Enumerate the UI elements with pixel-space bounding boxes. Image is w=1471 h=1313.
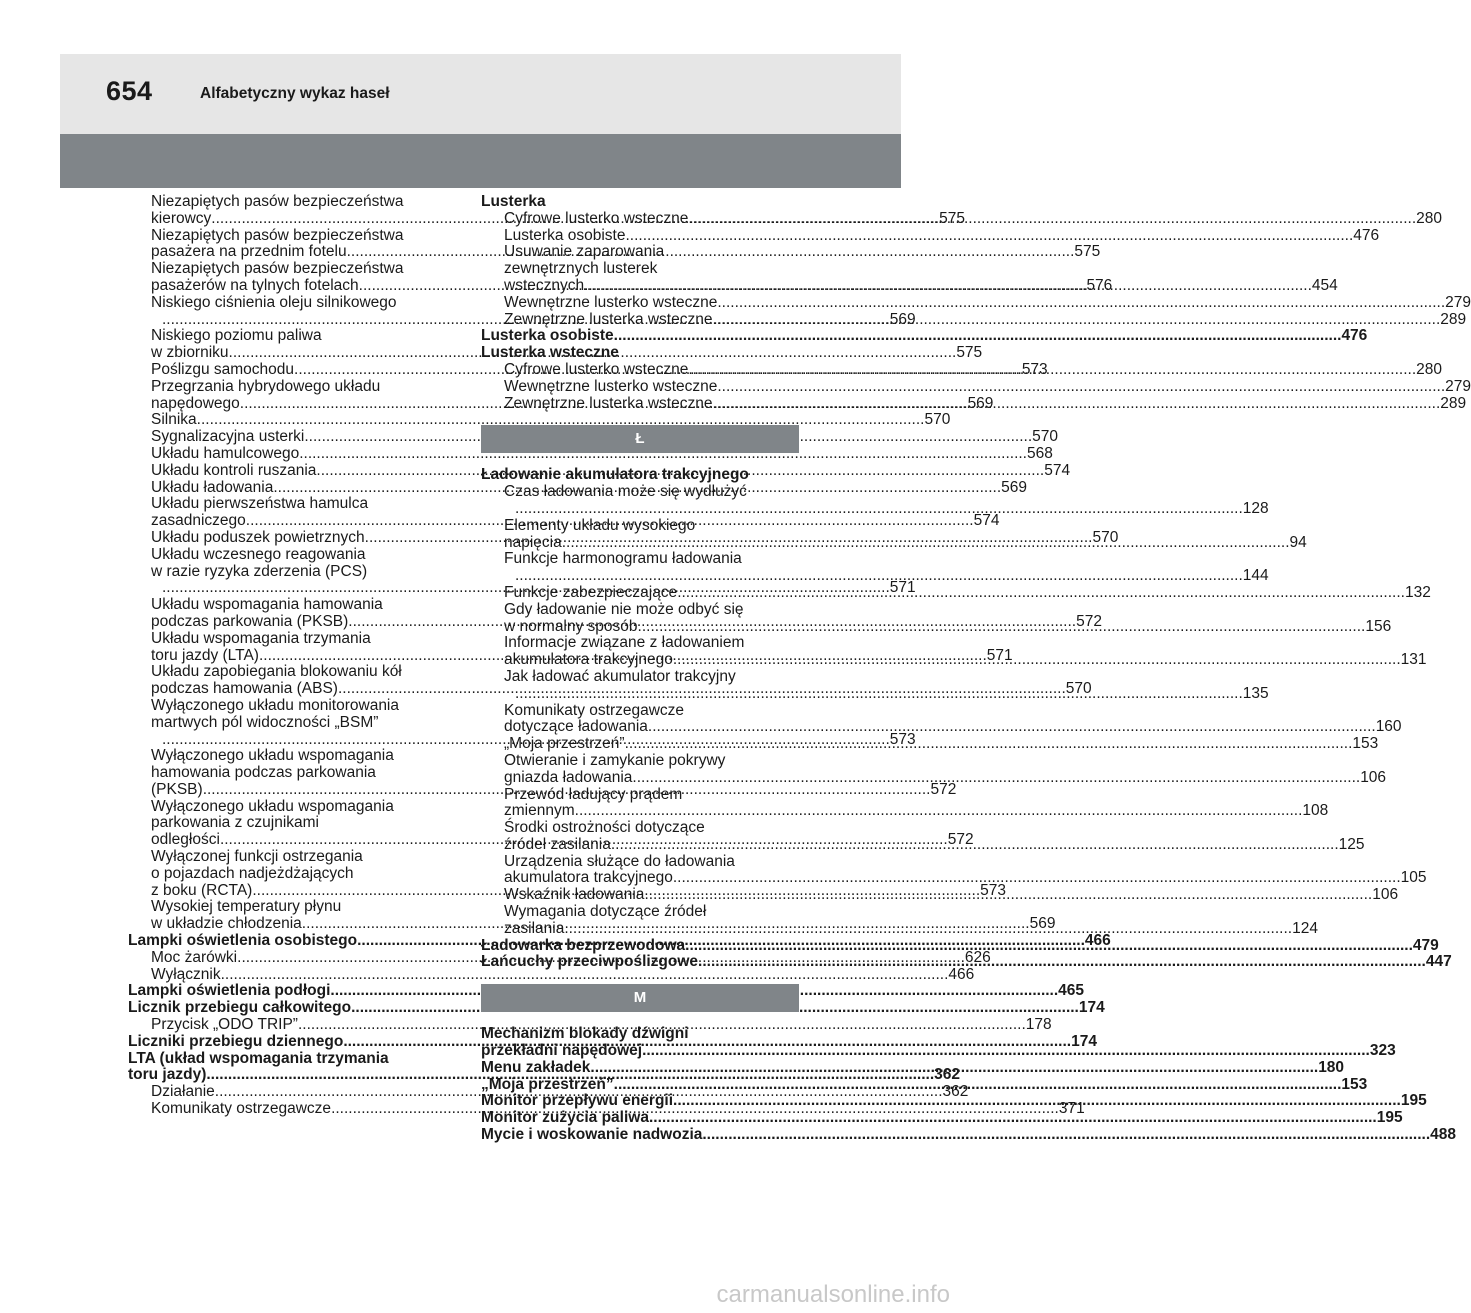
dot-leader	[642, 1043, 1370, 1060]
index-entry	[481, 718, 1402, 736]
entry-text: zmiennym	[504, 802, 575, 820]
index-entry	[481, 1042, 1396, 1060]
index-entry-line: Urządzenia służące do ładowania	[504, 852, 735, 870]
index-entry-line: Wymagania dotyczące źródeł	[504, 903, 707, 921]
entry-text: Lusterka osobiste	[504, 226, 626, 244]
dot-leader	[632, 770, 1360, 787]
page-ref: 488	[1430, 1126, 1457, 1144]
page-ref: 289	[1440, 310, 1467, 328]
page-ref: 575	[956, 344, 983, 362]
dot-leader	[575, 803, 1303, 820]
page-ref: 476	[1353, 226, 1380, 244]
dot-leader	[717, 379, 1445, 396]
header-bar	[60, 54, 901, 134]
entry-text: Wewnętrzne lusterko wsteczne	[504, 377, 718, 395]
index-entry	[128, 428, 1059, 446]
page-ref: 289	[1440, 394, 1467, 412]
page-ref: 156	[1365, 617, 1392, 635]
index-entry-line: Wyłączonego układu monitorowania	[151, 696, 399, 714]
entry-text: w normalny sposób	[504, 617, 638, 635]
dot-leader	[677, 585, 1405, 602]
page-ref: 124	[1292, 919, 1318, 937]
entry-text: Łańcuchy przeciwpoślizgowe	[481, 953, 699, 971]
page-ref: 132	[1404, 583, 1431, 601]
dot-leader	[614, 1077, 1342, 1094]
page-ref: 572	[1076, 612, 1102, 630]
dot-leader	[702, 1127, 1430, 1144]
page-ref: 574	[973, 512, 1000, 530]
entry-text: Przycisk „ODO TRIP”	[151, 1016, 298, 1034]
page-ref: 135	[1242, 684, 1269, 702]
entry-text: toru jazdy)	[128, 1066, 207, 1084]
entry-text: zasilania	[504, 919, 565, 937]
page-ref: 279	[1445, 293, 1471, 311]
entry-text: Lusterka osobiste	[481, 327, 614, 345]
header-band	[60, 134, 901, 188]
index-entry	[481, 499, 1269, 518]
dot-leader	[590, 1060, 1318, 1077]
index-entry-line: Układu wczesnego reagowania	[151, 545, 366, 563]
entry-text: Liczniki przebiegu dziennego	[128, 1032, 344, 1050]
page-ref: 128	[1242, 499, 1269, 517]
page-ref: 466	[1084, 932, 1111, 950]
index-entry-line: Układu wspomagania hamowania	[151, 596, 383, 614]
entry-text: Układu ładowania	[151, 478, 274, 496]
index-entry-line: Wyłączonego układu wspomagania	[151, 747, 394, 765]
page-ref: 570	[924, 411, 951, 429]
entry-text: z boku (RCTA)	[151, 881, 253, 899]
index-entry-line: Przegrzania hybrydowego układu	[151, 377, 381, 395]
entry-text: napędowego	[151, 394, 240, 412]
dot-leader	[638, 619, 1366, 636]
entry-text: wstecznych	[504, 276, 585, 294]
index-entry-line: Komunikaty ostrzegawcze	[504, 701, 685, 719]
index-entry-line: w razie ryzyka zderzenia (PCS)	[151, 562, 368, 580]
index-entry-line: Usuwanie zaparowania	[504, 243, 665, 261]
page-ref: 280	[1416, 209, 1442, 227]
index-entry-line: Niskiego ciśnienia oleju silnikowego	[151, 293, 397, 311]
entry-text: Wyłącznik	[151, 965, 221, 983]
dot-leader	[698, 954, 1426, 971]
index-entry	[481, 226, 1380, 245]
index-entry	[481, 802, 1329, 820]
page-ref: 572	[930, 780, 957, 798]
entry-text: Monitor przepływu energii	[481, 1092, 674, 1110]
index-entry-line: Wyłączonego układu wspomagania	[151, 797, 394, 815]
page-ref: 195	[1400, 1092, 1427, 1110]
entry-text: Cyfrowe lusterko wsteczne	[504, 209, 689, 227]
dot-leader	[515, 501, 1243, 518]
index-entry	[481, 567, 1269, 585]
entry-text: Lampki oświetlenia osobistego	[128, 932, 358, 950]
page-ref: 106	[1360, 768, 1387, 786]
dot-leader	[644, 887, 1372, 904]
dot-leader	[648, 719, 1376, 736]
index-entry	[481, 1126, 1457, 1144]
dot-leader	[584, 278, 1312, 295]
dot-leader	[688, 211, 1416, 228]
entry-text: źródeł zasilania	[504, 835, 611, 853]
entry-text: Układu kontroli ruszania	[151, 461, 317, 479]
page-ref: 160	[1375, 718, 1402, 736]
dot-leader	[712, 312, 1440, 329]
entry-text: Układu hamulcowego	[151, 444, 300, 462]
dot-leader	[673, 1093, 1401, 1110]
index-entry	[128, 444, 1053, 463]
entry-text: w układzie chłodzenia	[151, 915, 302, 933]
index-entry	[128, 411, 951, 429]
index-entry-line: Ładowanie akumulatora trakcyjnego	[481, 466, 749, 484]
page-title: Alfabetyczny wykaz haseł	[200, 85, 390, 102]
index-entry-line: Lusterka	[481, 193, 546, 210]
entry-text: w zbiorniku	[151, 344, 229, 362]
page-ref: 94	[1289, 533, 1307, 551]
entry-text: gniazda ładowania	[504, 768, 633, 786]
page-ref: 195	[1376, 1109, 1403, 1127]
page-ref: 125	[1338, 835, 1365, 853]
entry-text: Wskaźnik ładowania	[504, 886, 645, 904]
page-ref: 576	[1086, 276, 1113, 294]
page-ref: 174	[1078, 999, 1105, 1017]
index-entry-line: Jak ładować akumulator trakcyjny	[504, 667, 736, 685]
entry-text: Menu zakładek	[481, 1058, 591, 1076]
entry-text: Układu poduszek powietrznych	[151, 528, 365, 546]
entry-text: Komunikaty ostrzegawcze	[151, 1100, 332, 1118]
page-ref: 575	[1074, 243, 1101, 261]
dot-leader	[685, 938, 1413, 955]
index-entry	[481, 327, 1368, 345]
page-ref: 575	[939, 209, 965, 227]
index-entry	[481, 293, 1471, 312]
index-entry	[128, 982, 1085, 1000]
entry-text: napięcia	[504, 533, 562, 551]
entry-text: Poślizgu samochodu	[151, 360, 295, 378]
page-ref: 323	[1369, 1042, 1396, 1060]
page-ref: 574	[1044, 461, 1071, 479]
entry-text: Lampki oświetlenia podłogi	[128, 982, 331, 1000]
page-ref: 105	[1400, 869, 1427, 887]
entry-text: Licznik przebiegu całkowitego	[128, 999, 352, 1017]
index-entry-line: Elementy układu wysokiego	[504, 516, 696, 534]
index-entry	[481, 377, 1471, 396]
index-entry	[128, 999, 1105, 1017]
page-ref: 178	[1025, 1016, 1052, 1034]
index-entry-line: LTA (układ wspomagania trzymania	[128, 1049, 389, 1067]
index-entry-line: Wyłączonej funkcji ostrzegania	[151, 848, 363, 866]
entry-text: podczas hamowania (ABS)	[151, 680, 338, 698]
entry-text: „Moja przestrzeń”	[504, 735, 625, 753]
page-ref: 371	[1058, 1100, 1085, 1118]
index-entry-line: Niezapiętych pasów bezpieczeństwa	[151, 193, 404, 210]
entry-text: Cyfrowe lusterko wsteczne	[504, 360, 689, 378]
page-ref: 153	[1341, 1075, 1368, 1093]
entry-text: Sygnalizacyjna usterki	[151, 428, 305, 446]
index-entry-line: parkowania z czujnikami	[151, 814, 319, 832]
index-entry-line: Lusterka wsteczne	[481, 344, 619, 362]
page-ref: 571	[889, 579, 916, 597]
page-ref: 572	[947, 831, 974, 849]
entry-text: pasażerów na tylnych fotelach	[151, 276, 359, 294]
dot-leader	[562, 535, 1290, 552]
page-ref: 573	[889, 730, 916, 748]
page-ref: 569	[967, 394, 994, 412]
page-ref: 279	[1445, 377, 1471, 395]
section-header	[481, 412, 799, 467]
index-entry-line: zewnętrznych lusterek	[504, 260, 658, 278]
entry-text: akumulatora trakcyjnego	[504, 869, 673, 887]
entry-text: kierowcy	[151, 209, 212, 227]
page-ref: 465	[1058, 982, 1085, 1000]
index-entry-line: Mechanizm blokady dźwigni	[481, 1025, 689, 1043]
page-ref: 362	[934, 1066, 961, 1084]
index-entry-line: Niskiego poziomu paliwa	[151, 327, 322, 345]
page-ref: 570	[1092, 528, 1119, 546]
entry-text: Ładowarka bezprzewodowa	[481, 936, 686, 954]
dot-leader	[673, 652, 1401, 669]
watermark: carmanualsonline.info	[716, 1281, 950, 1308]
dot-leader	[564, 921, 1292, 938]
dot-leader	[515, 568, 1243, 585]
index-entry-line: hamowania podczas parkowania	[151, 764, 376, 782]
index-entry-line: Niezapiętych pasów bezpieczeństwa	[151, 260, 404, 278]
dot-leader	[673, 870, 1401, 887]
entry-text: „Moja przestrzeń”	[481, 1075, 614, 1093]
page-ref: 180	[1318, 1058, 1345, 1076]
entry-text: dotyczące ładowania	[504, 718, 648, 736]
page-ref: 476	[1341, 327, 1368, 345]
entry-text: Funkcje zabezpieczające	[504, 583, 678, 601]
page-number: 654	[106, 76, 153, 106]
index-entry-line: o pojazdach nadjeżdżających	[151, 864, 354, 882]
entry-text: akumulatora trakcyjnego	[504, 651, 673, 669]
page-ref: 570	[1065, 680, 1092, 698]
index-entry-line: Układu pierwszeństwa hamulca	[151, 495, 369, 513]
index-entry-line: Środki ostrożności dotyczące	[504, 819, 705, 837]
entry-text: odległości	[151, 831, 220, 849]
page-ref: 570	[1032, 428, 1059, 446]
index-entry-line: Czas ładowania może się wydłużyć	[504, 483, 747, 501]
entry-text: toru jazdy (LTA)	[151, 646, 259, 664]
entry-text: pasażera na przednim fotelu	[151, 243, 347, 261]
entry-text: Monitor zużycia paliwa	[481, 1109, 649, 1127]
index-entry	[128, 680, 1092, 698]
entry-text: zasadniczego	[151, 512, 246, 530]
page-ref: 466	[948, 965, 975, 983]
dot-leader	[611, 837, 1339, 854]
page-ref: 568	[1026, 444, 1053, 462]
page-ref: 280	[1416, 360, 1442, 378]
index-entry-line: Układu zapobiegania blokowaniu kół	[151, 663, 402, 681]
index-entry-line: Informacje związane z ładowaniem	[504, 634, 745, 652]
entry-text: Silnika	[151, 411, 197, 429]
entry-text: Zewnętrzne lusterka wsteczne	[504, 394, 713, 412]
section-letter: Ł	[481, 425, 799, 453]
index-entry	[481, 768, 1387, 787]
index-entry-line: Niezapiętych pasów bezpieczeństwa	[151, 226, 404, 244]
dot-leader	[688, 362, 1416, 379]
index-entry-line: Gdy ładowanie nie może odbyć się	[504, 600, 744, 618]
section-letter: M	[481, 984, 799, 1012]
page-ref: 569	[1001, 478, 1028, 496]
entry-text: Mycie i woskowanie nadwozia	[481, 1126, 703, 1144]
page-ref: 454	[1311, 276, 1338, 294]
index-entry-line: Układu wspomagania trzymania	[151, 629, 371, 647]
entry-text: Wewnętrzne lusterko wsteczne	[504, 293, 718, 311]
page-ref: 447	[1425, 953, 1452, 971]
page-ref: 573	[1021, 360, 1048, 378]
dot-leader	[515, 686, 1243, 703]
section-header	[481, 971, 799, 1026]
entry-text: Moc żarówki	[151, 948, 238, 966]
dot-leader	[712, 396, 1440, 413]
page-ref: 626	[964, 948, 991, 966]
entry-text: (PKSB)	[151, 780, 203, 798]
index-entry	[481, 869, 1427, 887]
index-entry-line: Funkcje harmonogramu ładowania	[504, 550, 742, 568]
entry-text: Działanie	[151, 1083, 215, 1101]
dot-leader	[717, 295, 1445, 312]
entry-text: podczas parkowania (PKSB)	[151, 612, 349, 630]
page-ref: 569	[1029, 915, 1056, 933]
page-ref: 174	[1071, 1032, 1097, 1050]
page-ref: 573	[980, 881, 1006, 899]
page-ref: 108	[1302, 802, 1329, 820]
page-ref: 479	[1412, 936, 1439, 954]
index-entry	[128, 965, 975, 984]
page-ref: 131	[1400, 651, 1427, 669]
page-ref: 569	[889, 310, 916, 328]
index-entry-line: Wysokiej temperatury płynu	[151, 898, 342, 916]
entry-text: Zewnętrzne lusterka wsteczne	[504, 310, 713, 328]
page-ref: 153	[1352, 735, 1379, 753]
page-ref: 362	[942, 1083, 969, 1101]
index-entry-line: martwych pól widoczności „BSM”	[151, 713, 379, 731]
page-ref: 106	[1372, 886, 1399, 904]
index-entry-line: Otwieranie i zamykanie pokrywy	[504, 751, 726, 769]
index-entry-line: Przewód ładujący prądem	[504, 785, 683, 803]
dot-leader	[626, 228, 1354, 245]
dot-leader	[625, 736, 1353, 753]
dot-leader	[614, 328, 1342, 345]
dot-leader	[649, 1110, 1377, 1127]
page-ref: 571	[986, 646, 1013, 664]
entry-text: przekładni napędowej	[481, 1042, 643, 1060]
page-ref: 144	[1242, 567, 1269, 585]
